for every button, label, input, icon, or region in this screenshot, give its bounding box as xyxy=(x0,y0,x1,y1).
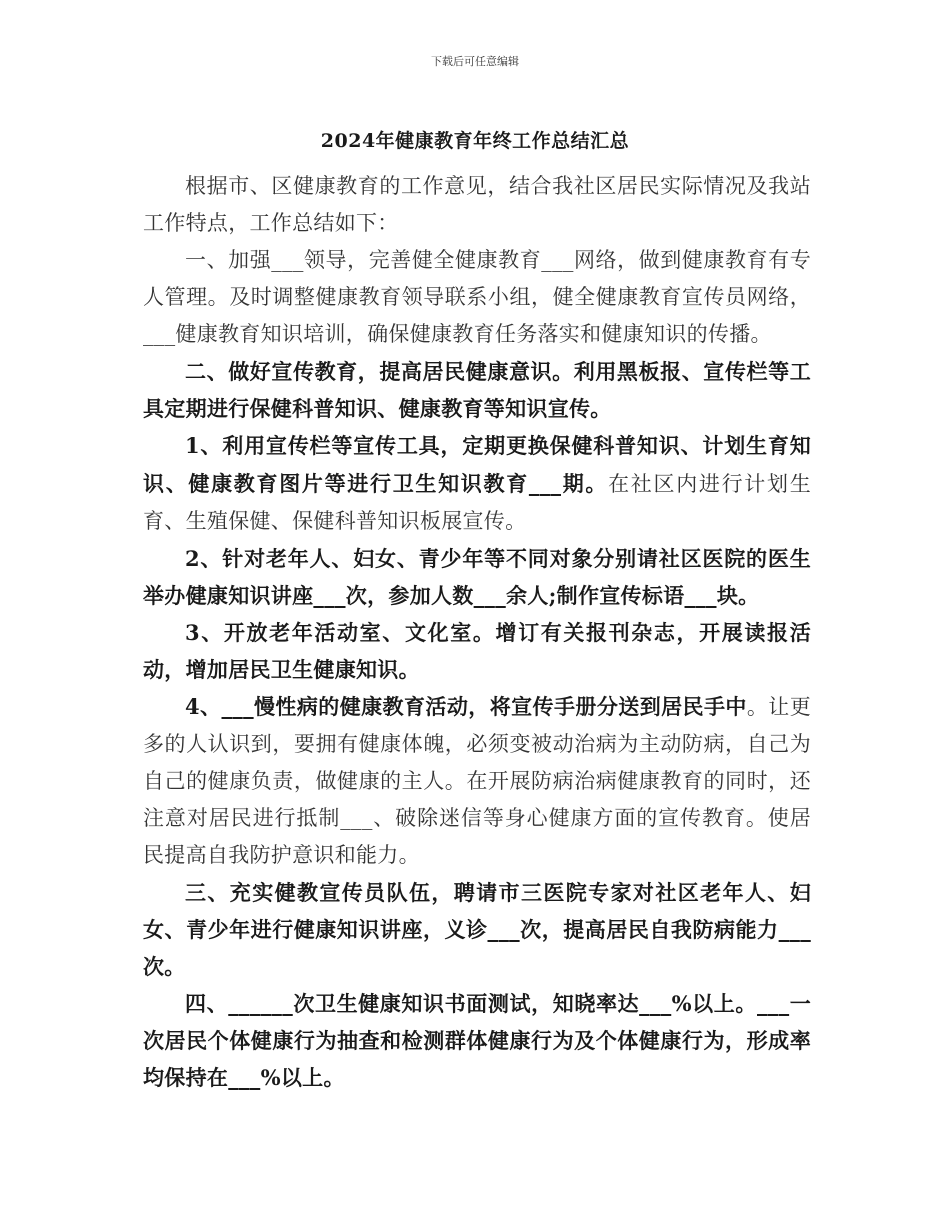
paragraph-item-1 xyxy=(143,427,811,540)
paragraph-item-4-bold: 4、___慢性病的健康教育活动，将宣传手册分送到居民手中 xyxy=(185,694,747,719)
paragraph-section-3: 三、充实健教宣传员队伍，聘请市三医院专家对社区老年人、妇女、青少年进行健康知识讲座，义诊___次，提高居民自我防病能力___次。 xyxy=(143,880,811,979)
paragraph-item-4-rest: 。让更多的人认识到，要拥有健康体魄，必须变被动治病为主动防病，自己为自己的健康负责，做健康的主人。在开展防病治病健康教育的同时，还注意对居民进行抵制___、破除迷信等身心健康方面的宣传教育。使居民提高自我防护意识和能力。 xyxy=(143,695,811,867)
document-body xyxy=(143,168,811,1096)
paragraph-item-1-rest: 在社区内进行计划生育、生殖保健、保健科普知识板展宣传。 xyxy=(143,472,811,533)
document-title: 2024年健康教育年终工作总结汇总 xyxy=(320,130,630,152)
paragraph-item-1-bold: 1、利用宣传栏等宣传工具，定期更换保健科普知识、计划生育知识、健康教育图片等进行卫生知识教育___期。 xyxy=(143,433,811,496)
paragraph-intro: 根据市、区健康教育的工作意见，结合我社区居民实际情况及我站工作特点，工作总结如下： xyxy=(143,174,811,235)
paragraph-section-1: 一、加强___领导，完善健全健康教育___网络，做到健康教育有专人管理。及时调整健康教育领导联系小组，健全健康教育宣传员网络，___健康教育知识培训，确保健康教育任务落实和健康知识的传播。 xyxy=(143,248,811,346)
paragraph-item-4 xyxy=(143,688,811,874)
header-note: 下载后可任意编辑 xyxy=(431,55,519,68)
paragraph-item-3: 3、开放老年活动室、文化室。增订有关报刊杂志，开展读报活动，增加居民卫生健康知识。 xyxy=(143,620,811,682)
paragraph-item-2: 2、针对老年人、妇女、青少年等不同对象分别请社区医院的医生举办健康知识讲座___次，参加人数___余人;制作宣传标语___块。 xyxy=(143,546,811,608)
paragraph-section-4: 四、______次卫生健康知识书面测试，知晓率达___%以上。___一次居民个体健康行为抽查和检测群体健康行为及个体健康行为，形成率均保持在___%以上。 xyxy=(143,991,811,1090)
paragraph-section-2: 二、做好宣传教育，提高居民健康意识。利用黑板报、宣传栏等工具定期进行保健科普知识、健康教育等知识宣传。 xyxy=(143,359,811,421)
